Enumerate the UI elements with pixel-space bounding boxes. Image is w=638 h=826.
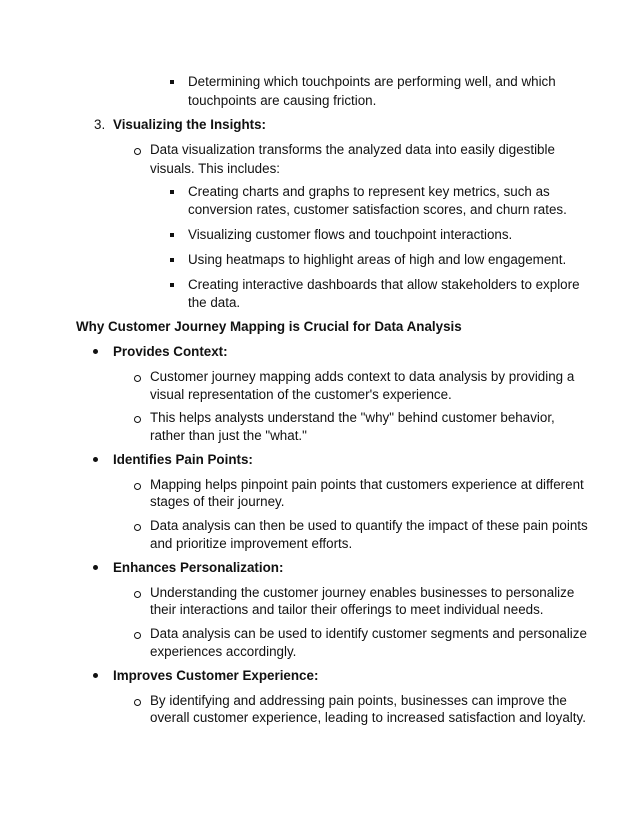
top-item-line1: Determining which touchpoints are performing well, and which (188, 74, 556, 89)
square-bullet-icon (170, 80, 174, 84)
bullet4-sub1-line1: By identifying and addressing pain points, businesses can improve the (150, 693, 567, 708)
section3-item4-line1: Creating interactive dashboards that allow stakeholders to explore (188, 277, 580, 292)
top-item-line2: touchpoints are causing friction. (188, 93, 377, 108)
section3-item4-line2: the data. (188, 295, 241, 310)
circle-bullet-icon (134, 148, 141, 155)
circle-bullet-icon (134, 632, 141, 639)
bullet3-sub1-line2: their interactions and tailor their offerings to meet individual needs. (150, 602, 544, 617)
bullet2-sub2-line2: and prioritize improvement efforts. (150, 536, 353, 551)
bullet2-sub1-line2: stages of their journey. (150, 494, 285, 509)
bullet4-title: Improves Customer Experience: (113, 668, 319, 683)
bullet3-sub2-line1: Data analysis can be used to identify customer segments and personalize (150, 626, 587, 641)
square-bullet-icon (170, 258, 174, 262)
disc-bullet-icon (93, 349, 98, 354)
bullet1-title: Provides Context: (113, 344, 228, 359)
bullet2-title: Identifies Pain Points: (113, 452, 253, 467)
bullet3-sub1-line1: Understanding the customer journey enables businesses to personalize (150, 585, 575, 600)
section3-item2-line1: Visualizing customer flows and touchpoint interactions. (188, 227, 513, 242)
section3-item1-line2: conversion rates, customer satisfaction scores, and churn rates. (188, 202, 567, 217)
bullet2-sub2-line1: Data analysis can then be used to quantify the impact of these pain points (150, 518, 588, 533)
bullet2-sub1-line1: Mapping helps pinpoint pain points that customers experience at different (150, 477, 584, 492)
section3-sub-line1: Data visualization transforms the analyzed data into easily digestible (150, 142, 555, 157)
bullet1-sub2-line1: This helps analysts understand the "why" behind customer behavior, (150, 410, 555, 425)
circle-bullet-icon (134, 416, 141, 423)
bullet1-sub1-line1: Customer journey mapping adds context to data analysis by providing a (150, 369, 575, 384)
disc-bullet-icon (93, 565, 98, 570)
circle-bullet-icon (134, 699, 141, 706)
section3-sub-line2: visuals. This includes: (150, 161, 280, 176)
square-bullet-icon (170, 190, 174, 194)
section3-number: 3. (94, 117, 106, 132)
circle-bullet-icon (134, 483, 141, 490)
circle-bullet-icon (134, 375, 141, 382)
bullet3-sub2-line2: experiences accordingly. (150, 644, 297, 659)
square-bullet-icon (170, 283, 174, 287)
square-bullet-icon (170, 233, 174, 237)
section3-item1-line1: Creating charts and graphs to represent key metrics, such as (188, 184, 550, 199)
bullet1-sub1-line2: visual representation of the customer's experience. (150, 387, 452, 402)
circle-bullet-icon (134, 591, 141, 598)
disc-bullet-icon (93, 673, 98, 678)
circle-bullet-icon (134, 524, 141, 531)
disc-bullet-icon (93, 457, 98, 462)
bullet3-title: Enhances Personalization: (113, 560, 284, 575)
section-heading: Why Customer Journey Mapping is Crucial for Data Analysis (76, 319, 462, 334)
bullet1-sub2-line2: rather than just the "what." (150, 428, 307, 443)
section3-item3-line1: Using heatmaps to highlight areas of high and low engagement. (188, 252, 567, 267)
bullet4-sub1-line2: overall customer experience, leading to increased satisfaction and loyalty. (150, 710, 586, 725)
section3-title: Visualizing the Insights: (113, 117, 267, 132)
